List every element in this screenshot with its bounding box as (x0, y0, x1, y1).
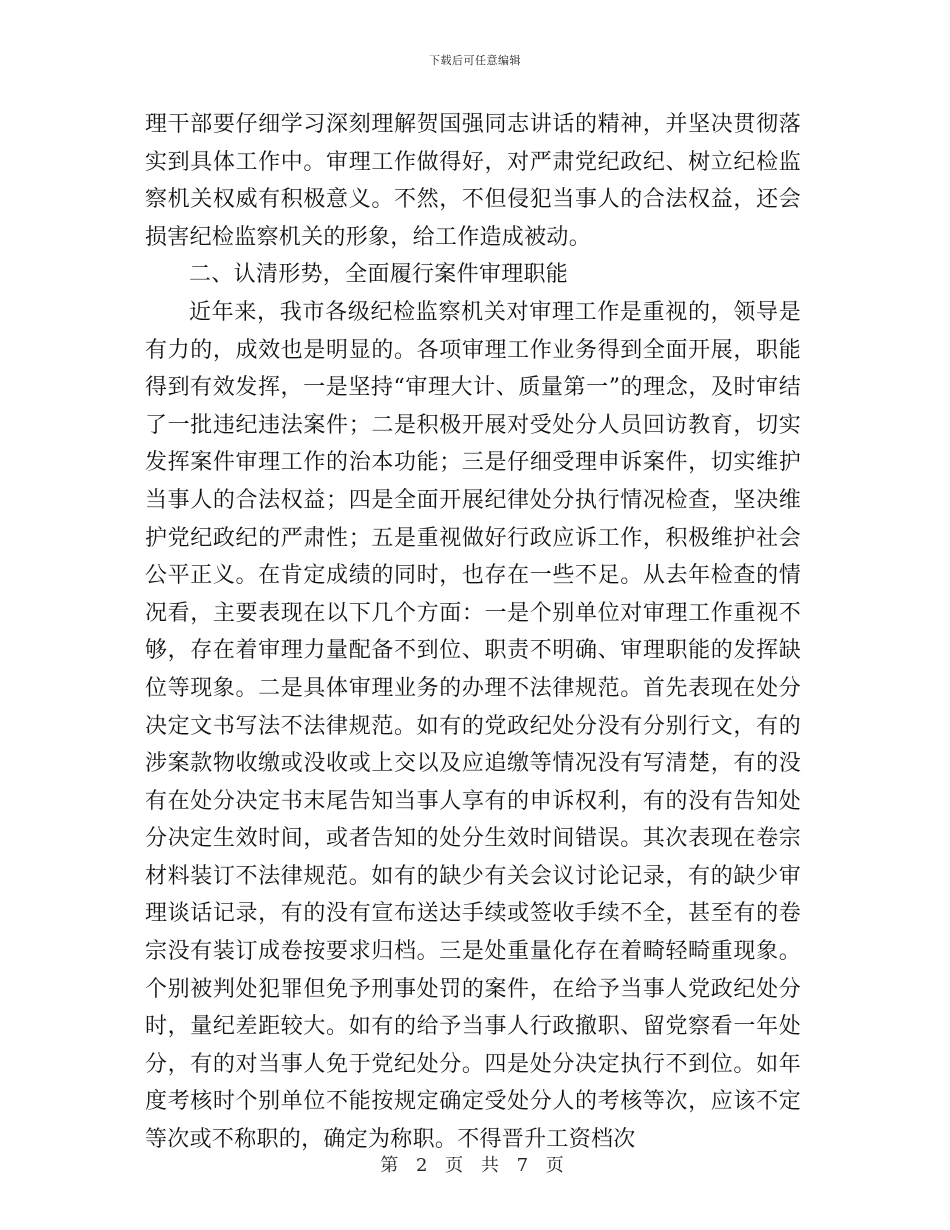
page-number-footer: 第 2 页 共 7 页 (380, 1155, 570, 1176)
paragraph-continuation: 理干部要仔细学习深刻理解贺国强同志讲话的精神，并坚决贯彻落实到具体工作中。审理工作做得好，对严肃党纪政纪、树立纪检监察机关权威有积极意义。不然，不但侵犯当事人的合法权益，还会损害纪检监察机关的形象，给工作造成被动。 (145, 112, 801, 250)
page-header: 下载后可任意编辑 (429, 54, 521, 67)
paragraph-situation: 近年来，我市各级纪检监察机关对审理工作是重视的，领导是有力的，成效也是明显的。各项审理工作业务得到全面开展，职能得到有效发挥，一是坚持“审理大计、质量第一”的理念，及时审结了一批违纪违法案件；二是积极开展对受处分人员回访教育，切实发挥案件审理工作的治本功能；三是仔细受理申诉案件，切实维护当事人的合法权益；四是全面开展纪律处分执行情况检查，坚决维护党纪政纪的严肃性；五是重视做好行政应诉工作，积极维护社会公平正义。在肯定成绩的同时，也存在一些不足。从去年检查的情况看，主要表现在以下几个方面：一是个别单位对审理工作重视不够，存在着审理力量配备不到位、职责不明确、审理职能的发挥缺位等现象。二是具体审理业务的办理不法律规范。首先表现在处分决定文书写法不法律规范。如有的党政纪处分没有分别行文，有的涉案款物收缴或没收或上交以及应追缴等情况没有写清楚，有的没有在处分决定书末尾告知当事人享有的申诉权利，有的没有告知处分决定生效时间，或者告知的处分生效时间错误。其次表现在卷宗材料装订不法律规范。如有的缺少有关会议讨论记录，有的缺少审理谈话记录，有的没有宣布送达手续或签收手续不全，甚至有的卷宗没有装订成卷按要求归档。三是处重量化存在着畸轻畸重现象。个别被判处犯罪但免予刑事处罚的案件，在给予当事人党政纪处分时，量纪差距较大。如有的给予当事人行政撤职、留党察看一年处分，有的对当事人免于党纪处分。四是处分决定执行不到位。如年度考核时个别单位不能按规定确定受处分人的考核等次，应该不定等次或不称职的，确定为称职。不得晋升工资档次 (145, 299, 801, 1153)
document-body (145, 106, 801, 1159)
section-heading: 二、认清形势，全面履行案件审理职能 (189, 262, 569, 288)
